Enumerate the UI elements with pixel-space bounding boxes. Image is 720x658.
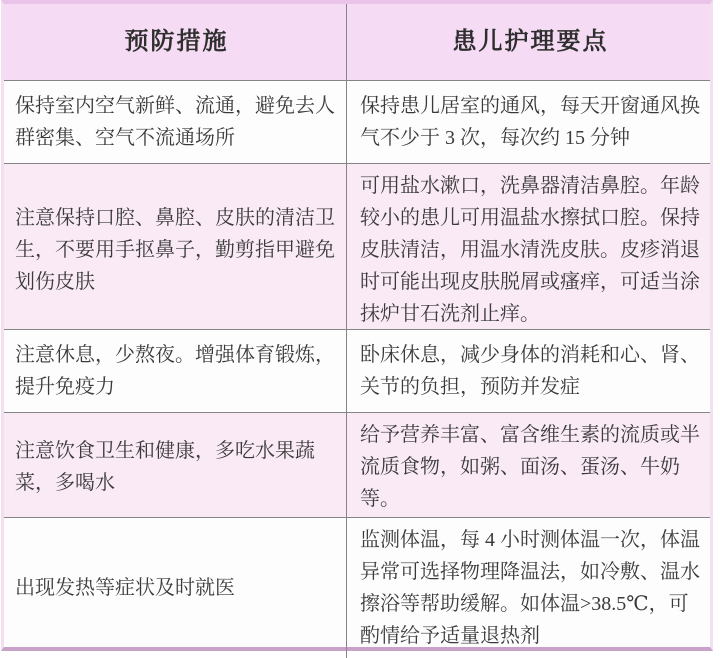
care-cell: 卧床休息，减少身体的消耗和心、肾、关节的负担，预防并发症 [360, 344, 700, 398]
header-care-points: 患儿护理要点 [452, 29, 609, 55]
prevention-cell: 注意饮食卫生和健康，多吃水果蔬菜，多喝水 [4, 413, 347, 521]
table-row-diet [4, 412, 710, 517]
care-cell: 监测体温，每 4 小时测体温一次，体温异常可选择物理降温法，如冷敷、温水擦浴等帮助缓解。如体温>38.5℃，可酌情给予适量退热剂 [360, 529, 700, 647]
table-row-ventilation [4, 80, 710, 163]
header-prevention: 预防措施 [4, 4, 347, 80]
table-row-hygiene [4, 163, 710, 329]
prevention-cell: 注意保持口腔、鼻腔、皮肤的清洁卫生，不要用手抠鼻子，勤剪指甲避免划伤皮肤 [4, 164, 347, 336]
prevention-cell: 出现发热等症状及时就医 [4, 518, 347, 658]
table-header-row [4, 4, 710, 80]
care-cell: 可用盐水漱口，洗鼻器清洁鼻腔。年龄较小的患儿可用温盐水擦拭口腔。保持皮肤清洁，用温水清洗皮肤。皮疹消退时可能出现皮肤脱屑或瘙痒，可适当涂抹炉甘石洗剂止痒。 [360, 175, 700, 325]
prevention-care-table [1, 0, 713, 651]
table-row-fever [4, 517, 710, 647]
prevention-cell: 保持室内空气新鲜、流通，避免去人群密集、空气不流通场所 [4, 81, 347, 163]
table-row-rest [4, 329, 710, 412]
prevention-cell: 注意休息，少熬夜。增强体育锻炼，提升免疫力 [4, 330, 347, 412]
care-cell: 保持患儿居室的通风，每天开窗通风换气不少于 3 次，每次约 15 分钟 [360, 95, 700, 149]
care-cell: 给予营养丰富、富含维生素的流质或半流质食物，如粥、面汤、蛋汤、牛奶等。 [360, 424, 700, 510]
